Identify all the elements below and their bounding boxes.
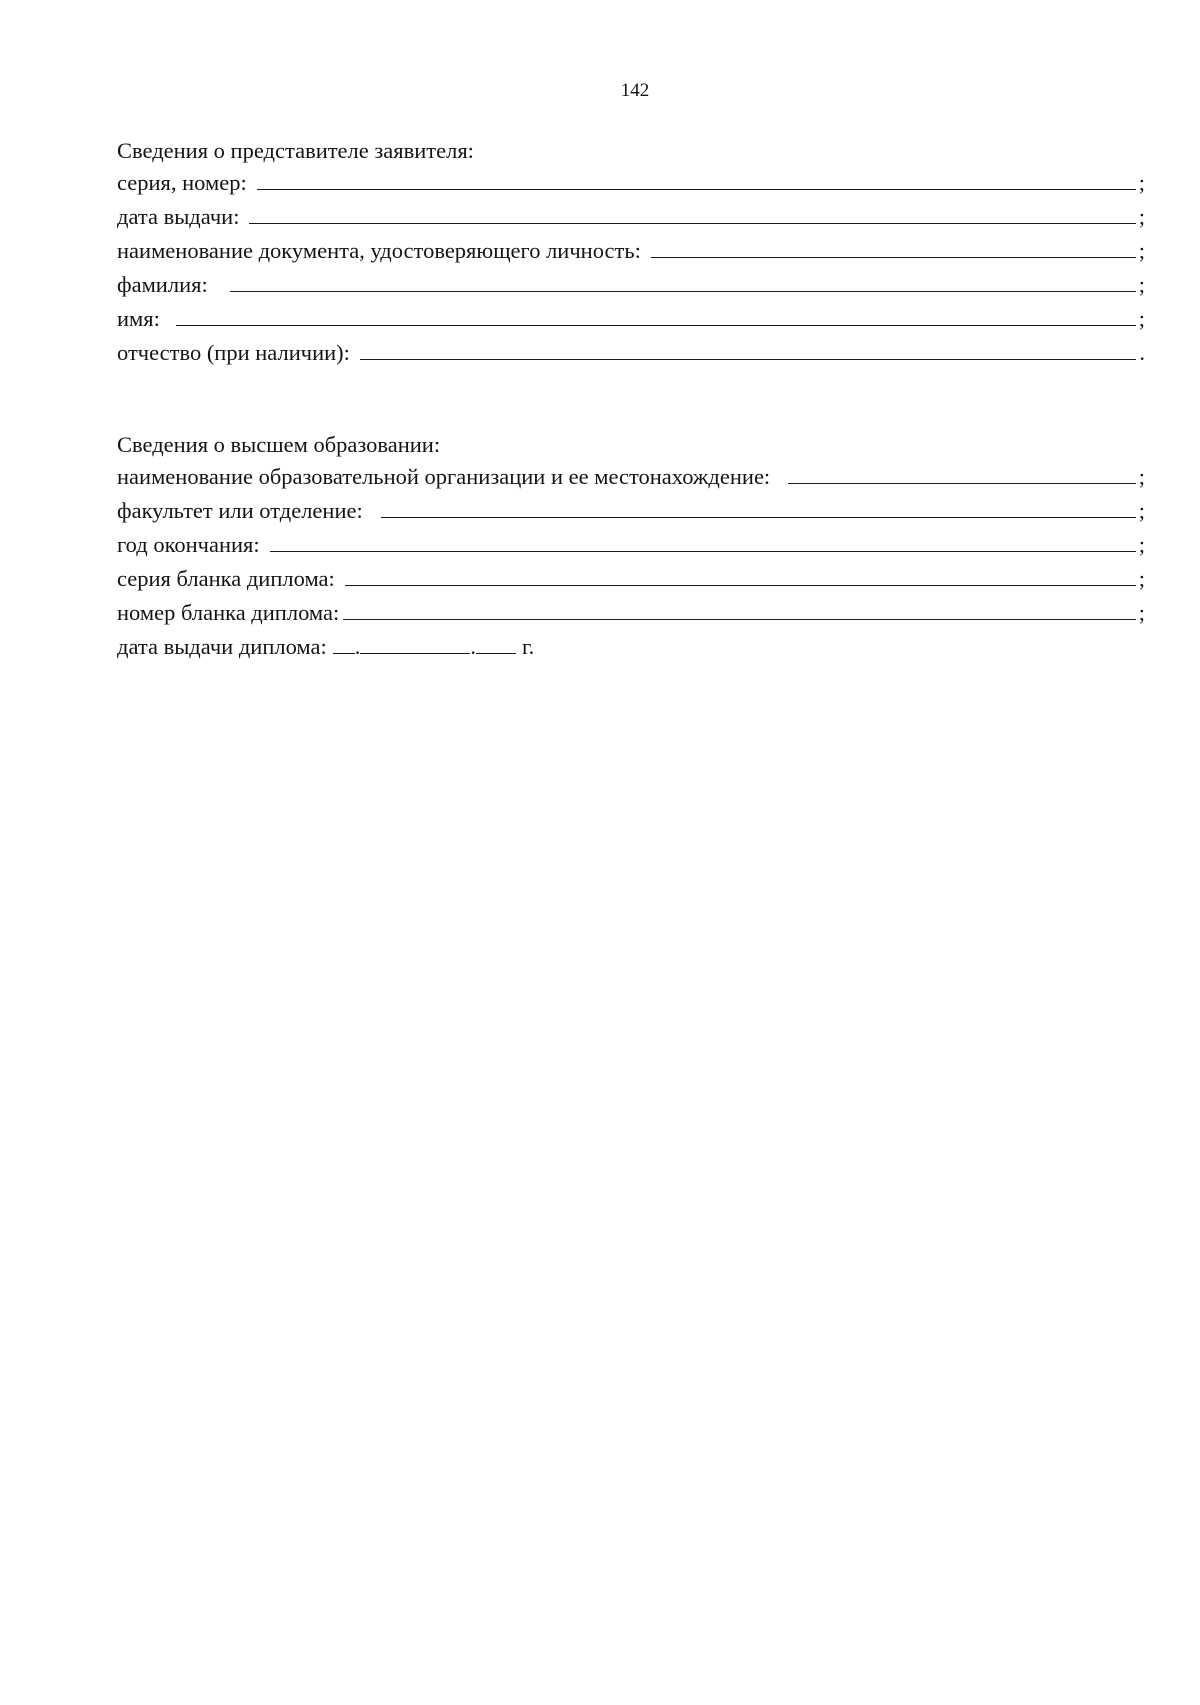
page-number: 142 [620, 80, 650, 101]
form-field-first-name [117, 302, 1145, 332]
field-label: наименование документа, удостоверяющего личность: [117, 238, 641, 263]
field-label: фамилия: [117, 272, 208, 297]
field-label: номер бланка диплома: [117, 600, 340, 625]
fill-in-line[interactable] [381, 517, 1136, 518]
section-heading-higher-education: Сведения о высшем образовании: [117, 432, 441, 457]
field-terminator: ; [1138, 464, 1145, 489]
field-terminator: ; [1138, 272, 1145, 297]
fill-in-line[interactable] [788, 483, 1136, 484]
form-field-graduation-year [117, 528, 1145, 558]
field-label: имя: [117, 306, 160, 331]
form-field-diploma-series [117, 562, 1145, 592]
field-label: дата выдачи: [117, 204, 240, 229]
field-label: наименование образовательной организации и ее местонахождение: [117, 464, 771, 489]
year-suffix: г. [521, 634, 535, 659]
field-label: отчество (при наличии): [117, 340, 350, 365]
fill-in-line[interactable] [257, 189, 1136, 190]
field-terminator: ; [1138, 170, 1145, 195]
field-terminator: . [1139, 340, 1145, 365]
field-terminator: ; [1138, 238, 1145, 263]
form-field-diploma-issue-date [117, 630, 534, 660]
form-field-surname [117, 268, 1145, 298]
date-separator: . [470, 634, 476, 659]
fill-in-line[interactable] [651, 257, 1136, 258]
form-field-faculty [117, 494, 1145, 524]
fill-in-line[interactable] [343, 619, 1136, 620]
section-heading-representative: Сведения о представителе заявителя: [117, 138, 474, 163]
field-terminator: ; [1138, 600, 1145, 625]
form-field-issue-date [117, 200, 1145, 230]
field-terminator: ; [1138, 532, 1145, 557]
form-field-institution [117, 460, 1145, 490]
form-field-id-document-name [117, 234, 1145, 264]
form-field-series-number [117, 166, 1145, 196]
fill-in-line[interactable] [249, 223, 1135, 224]
date-separator: . [354, 634, 361, 659]
fill-in-line[interactable] [176, 325, 1136, 326]
fill-in-line[interactable] [360, 359, 1136, 360]
field-terminator: ; [1138, 566, 1145, 591]
field-terminator: ; [1138, 306, 1145, 331]
month-blank[interactable] [360, 653, 470, 654]
day-blank[interactable] [333, 653, 355, 654]
year-blank[interactable] [476, 653, 516, 654]
field-terminator: ; [1138, 498, 1145, 523]
field-label: дата выдачи диплома: [117, 634, 327, 659]
form-field-patronymic [117, 336, 1145, 366]
fill-in-line[interactable] [270, 551, 1136, 552]
fill-in-line[interactable] [345, 585, 1136, 586]
fill-in-line[interactable] [230, 291, 1136, 292]
form-field-diploma-number [117, 596, 1145, 626]
field-label: год окончания: [117, 532, 260, 557]
field-label: серия, номер: [117, 170, 247, 195]
field-terminator: ; [1138, 204, 1145, 229]
field-label: серия бланка диплома: [117, 566, 335, 591]
field-label: факультет или отделение: [117, 498, 363, 523]
